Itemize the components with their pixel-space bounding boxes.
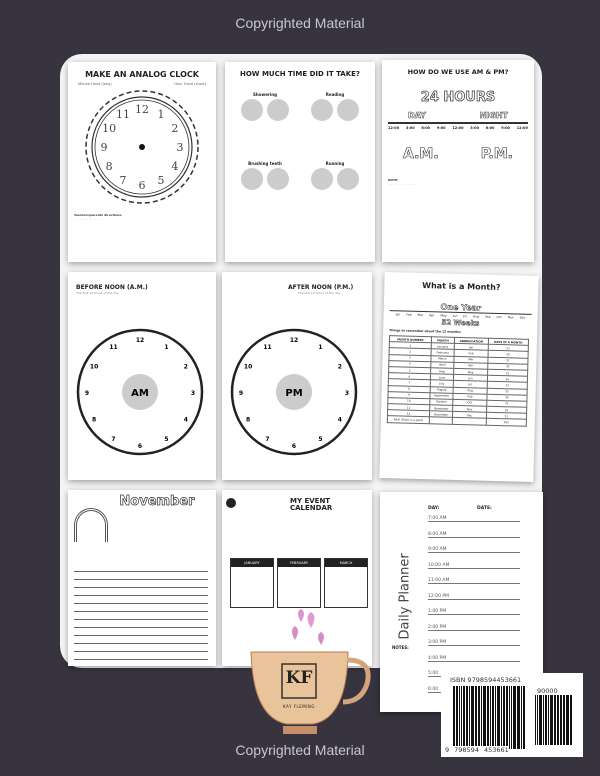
hours-heading: 24 HOURS <box>420 90 496 105</box>
month-label: Feb <box>406 312 412 317</box>
clock-number: 3 <box>176 141 184 154</box>
time-slot: 4:00 PM <box>428 656 520 662</box>
barcode-bar <box>548 695 549 745</box>
barcode-bar <box>487 686 489 749</box>
barcode-bar <box>490 686 491 749</box>
barcode-bar <box>539 695 542 745</box>
page-title: AFTER NOON (P.M.) <box>288 284 354 291</box>
page-what-is-month <box>379 272 538 482</box>
time-slot: 12:00 PM <box>428 594 520 600</box>
barcode-bar <box>550 695 553 745</box>
clock-number: 2 <box>183 363 188 371</box>
barcode-digits: 798594 <box>454 746 479 754</box>
months-table <box>387 335 529 426</box>
clock-number: 10 <box>243 363 253 371</box>
clock-number: 9 <box>238 390 244 397</box>
clock-number: 5 <box>157 173 165 187</box>
time-slot: 8:00 AM <box>428 532 520 538</box>
table-row: 9 September Sep 30 <box>388 391 527 401</box>
page-title: HOW MUCH TIME DID IT TAKE? <box>239 70 360 78</box>
barcode-bar <box>517 686 520 749</box>
clock-number: 8 <box>246 416 251 424</box>
barcode-bar <box>537 695 538 745</box>
clock-number: 5 <box>318 435 323 443</box>
clock-number: 2 <box>171 122 179 135</box>
page-title: BEFORE NOON (A.M.) <box>76 284 148 291</box>
barcode-bar <box>503 686 505 749</box>
tick-label: 12:00 <box>452 126 464 130</box>
time-slot: 10:00 AM <box>428 563 520 569</box>
barcode-bar <box>511 686 512 749</box>
barcode-bar <box>501 686 502 749</box>
barcode-bar <box>570 695 572 745</box>
table-row: 11 November Nov 30 <box>388 404 527 414</box>
barcode-bar <box>466 686 468 749</box>
month-label: Dec <box>519 315 526 320</box>
barcode-bar <box>509 686 510 749</box>
page-subtitle: The first 12 hours of the day <box>76 291 119 295</box>
month-label: Oct <box>496 314 502 320</box>
month-label: Jan <box>395 312 401 317</box>
month-label: Nov <box>507 315 514 320</box>
logo-initials: KF <box>285 668 313 688</box>
clock-number: 10 <box>102 122 117 135</box>
title-line-2: CALENDAR <box>290 504 333 512</box>
barcode-bar <box>456 686 458 749</box>
barcode-bar <box>543 695 545 745</box>
barcode-bar <box>566 695 569 745</box>
soccer-ball-icon <box>226 498 236 508</box>
page-title: November <box>119 494 195 509</box>
planner-title: Daily Planner <box>397 553 413 640</box>
weeks-label: 52 Weeks <box>441 318 480 328</box>
time-slot: 5:00 <box>428 671 520 677</box>
tick-label: 12:00 <box>516 126 528 130</box>
clock-number: 7 <box>265 435 270 443</box>
clock-number: 9 <box>84 390 90 397</box>
tick-label: 3:00 <box>405 126 415 130</box>
table-row: MONTH NUMBER MONTH ABBREVIATION DAYS IN A MONTH <box>389 336 528 346</box>
table-row: 1 January Jan 31 <box>389 342 528 352</box>
title-line-1: MY EVENT <box>290 497 331 505</box>
tick-label: 6:00 <box>485 126 495 130</box>
barcode-bar <box>481 686 482 749</box>
clock-number: 12 <box>135 337 145 344</box>
month-label: Apr <box>429 313 435 318</box>
am-clock <box>68 322 216 472</box>
calendar-month: FEBRUARY <box>277 558 321 608</box>
page-title: What is a Month? <box>422 281 501 293</box>
time-slot: 7:00 AM <box>428 516 520 522</box>
clock-number: 11 <box>116 108 130 122</box>
pm-clock <box>222 322 372 472</box>
clock-number: 1 <box>157 108 165 122</box>
month-label: Jun <box>452 313 458 318</box>
notes-label: NOTES: <box>392 645 409 650</box>
tick-label: 6:00 <box>421 126 431 130</box>
one-year-label: One Year <box>440 302 482 313</box>
clock-number: 1 <box>318 344 323 352</box>
watermark-bottom: Copyrighted Material <box>235 742 365 758</box>
page-subtitle: The last 12 hours of the day <box>298 291 341 295</box>
table-row: Total (Days in a year) 365 <box>387 416 526 426</box>
price-code: 90000 <box>537 687 558 695</box>
barcode-bar <box>497 686 500 749</box>
kay-fleming-logo <box>243 600 378 740</box>
calendar-month: JANUARY <box>230 558 274 608</box>
table-row: 4 April Apr 30 <box>389 360 528 370</box>
table-row: 8 August Aug 31 <box>388 385 527 395</box>
clock-number: 3 <box>344 390 350 397</box>
barcode-bar <box>492 686 494 749</box>
tick-label: 12:00 <box>388 126 400 130</box>
directions-label: Teachers/parents directions: <box>74 213 123 217</box>
table-row: 12 December Dec 31 <box>387 410 526 420</box>
activity: Showering <box>233 92 297 121</box>
table-row: 5 May May 31 <box>389 367 528 377</box>
clock-number: 6 <box>291 443 297 450</box>
hour-hand-label: Hour Hand (short) <box>174 82 206 86</box>
barcode-bar <box>475 686 477 749</box>
clock-number: 8 <box>92 416 97 424</box>
hour-ruler <box>388 122 528 130</box>
heart-icon <box>318 632 324 645</box>
table-row: 2 February Feb 28 <box>389 348 528 358</box>
time-slot: 3:00 PM <box>428 640 520 646</box>
clock-number: 2 <box>337 363 342 371</box>
clock-number: 1 <box>164 344 169 352</box>
barcode-bar <box>459 686 460 749</box>
month-label: Sep <box>484 314 491 319</box>
watermark-top: Copyrighted Material <box>235 15 365 31</box>
note-label: NOTE: <box>388 178 399 182</box>
clock-number: 9 <box>100 141 108 154</box>
barcode-bar <box>483 686 486 749</box>
table-row: 7 July Jul 31 <box>388 379 527 389</box>
activity: Brushing teeth <box>233 161 297 190</box>
clock-number: 7 <box>119 173 127 187</box>
barcode-digit: 9 <box>445 746 450 754</box>
barcode-bar <box>557 695 559 745</box>
clock-number: 11 <box>109 344 118 352</box>
time-slot: 2:00 PM <box>428 625 520 631</box>
tick-label: 9:00 <box>436 126 446 130</box>
pm-label: P.M. <box>480 146 513 162</box>
barcode-bar <box>461 686 462 749</box>
day-label: DAY <box>408 111 426 120</box>
barcode-bar <box>506 686 508 749</box>
month-label: Jul <box>463 314 468 319</box>
clock-number: 4 <box>183 416 188 424</box>
writing-lines <box>74 564 208 660</box>
barcode-bar <box>463 686 465 749</box>
table-row: 6 June Jun 30 <box>388 373 527 383</box>
heart-icon <box>298 609 304 622</box>
month-label: Aug <box>472 314 479 319</box>
activity: Reading <box>303 92 367 121</box>
barcode-bar <box>478 686 480 749</box>
table-row: 3 March Mar 31 <box>389 354 528 364</box>
clock-number: 11 <box>263 344 272 352</box>
barcode-bar <box>545 695 547 745</box>
clock-face <box>68 89 216 209</box>
clock-center-label: AM <box>131 388 149 399</box>
calendar-month: MARCH <box>324 558 368 608</box>
clock-number: 3 <box>190 390 196 397</box>
rainbow-illustration <box>74 508 108 542</box>
table-row: 10 October Oct 31 <box>388 398 527 408</box>
time-slot: 6:00 <box>428 687 520 693</box>
barcode-bar <box>513 686 516 749</box>
date-label: DATE: <box>477 506 492 511</box>
clock-number: 8 <box>105 160 113 173</box>
barcode-bar <box>523 686 525 749</box>
page-after-noon <box>222 272 372 480</box>
page-analog-clock: MAKE AN ANALOG CLOCK Minute Hand (long) Hour Hand (short) 12 1 2 3 4 5 6 7 8 9 10 11 Teachers/parents directions: ··· ··· ··· ··· ··· ··· ··· ··· <box>68 62 216 262</box>
logo-name: KAY FLEMING <box>283 704 315 709</box>
page-time-taken <box>225 62 375 262</box>
remember-label: Things to remember about the 12 months: <box>389 328 462 335</box>
barcode-bar <box>453 686 455 749</box>
barcode-bar <box>554 695 556 745</box>
tick-label: 3:00 <box>470 126 480 130</box>
night-label: NIGHT <box>479 111 508 120</box>
time-slot: 1:00 PM <box>428 609 520 615</box>
month-label: Mar <box>417 312 424 318</box>
isbn-text: ISBN 9798594453661 <box>450 676 522 684</box>
page-am-pm: HOW DO WE USE AM & PM? 24 HOURS DAY NIGHT 12:00 3:00 6:00 9:00 12:00 3:00 6:00 9:00 12:00 A.M. P.M. NOTE: ···· ···· ···· ···· ···· ···· <box>382 60 534 262</box>
clock-number: 12 <box>135 103 149 116</box>
barcode-bar <box>535 695 536 745</box>
time-slot: 9:00 AM <box>428 547 520 553</box>
clock-number: 6 <box>137 443 143 450</box>
clock-number: 12 <box>289 337 299 344</box>
page-before-noon <box>68 272 216 480</box>
clock-number: 5 <box>164 435 169 443</box>
clock-number: 4 <box>171 160 179 173</box>
minute-hand-label: Minute Hand (long) <box>78 82 112 86</box>
tick-label: 9:00 <box>501 126 510 130</box>
page-title: MAKE AN ANALOG CLOCK <box>85 70 199 79</box>
barcode-bar <box>563 695 566 745</box>
isbn-barcode <box>441 673 583 757</box>
clock-number: 4 <box>337 416 342 424</box>
clock-number: 6 <box>138 179 146 192</box>
page-title: HOW DO WE USE AM & PM? <box>407 68 509 76</box>
page-november <box>68 490 216 666</box>
barcode-digits: 453661 <box>483 746 509 754</box>
clock-number: 7 <box>111 435 116 443</box>
barcode-bar <box>521 686 522 749</box>
barcode-bar <box>469 686 470 749</box>
heart-icon <box>308 612 315 628</box>
clock-center-label: PM <box>285 388 303 399</box>
clock-number: 10 <box>89 363 99 371</box>
am-label: A.M. <box>403 146 439 162</box>
heart-icon <box>292 626 298 640</box>
month-label: May <box>440 313 447 318</box>
activity: Running <box>303 161 367 190</box>
day-label: DAY: <box>428 506 440 511</box>
barcode-bar <box>495 686 496 749</box>
barcode-bar <box>560 695 562 745</box>
barcode-bar <box>471 686 474 749</box>
time-slot: 11:00 AM <box>428 578 520 584</box>
